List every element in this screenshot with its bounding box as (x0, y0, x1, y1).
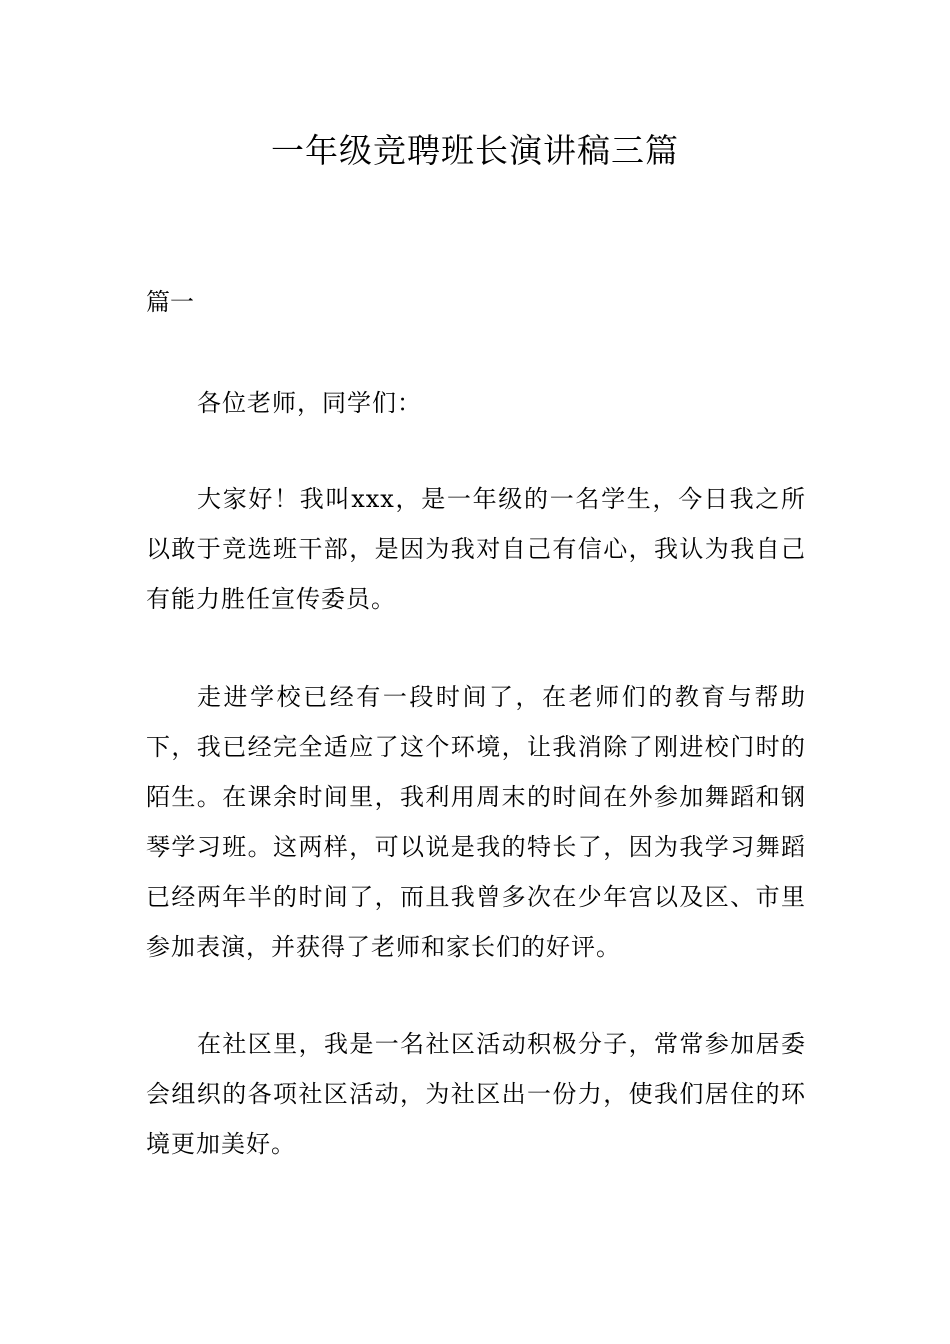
section-heading: 篇一 (146, 288, 194, 316)
paragraph-community: 在社区里，我是一名社区活动积极分子，常常参加居委会组织的各项社区活动，为社区出一份力，使我们居住的环境更加美好。 (146, 1030, 806, 1158)
paragraph-greeting: 各位老师，同学们： (197, 389, 422, 417)
paragraph-introduction: 大家好！我叫xxx，是一年级的一名学生，今日我之所以敢于竞选班干部，是因为我对自己有信心，我认为我自己有能力胜任宣传委员。 (146, 485, 806, 613)
document-title: 一年级竞聘班长演讲稿三篇 (271, 131, 679, 170)
paragraph-school-experience: 走进学校已经有一段时间了，在老师们的教育与帮助下，我已经完全适应了这个环境，让我消除了刚进校门时的陌生。在课余时间里，我利用周末的时间在外参加舞蹈和钢琴学习班。这两样，可以说是我的特长了，因为我学习舞蹈已经两年半的时间了，而且我曾多次在少年宫以及区、市里参加表演，并获得了老师和家长们的好评。 (146, 683, 806, 961)
